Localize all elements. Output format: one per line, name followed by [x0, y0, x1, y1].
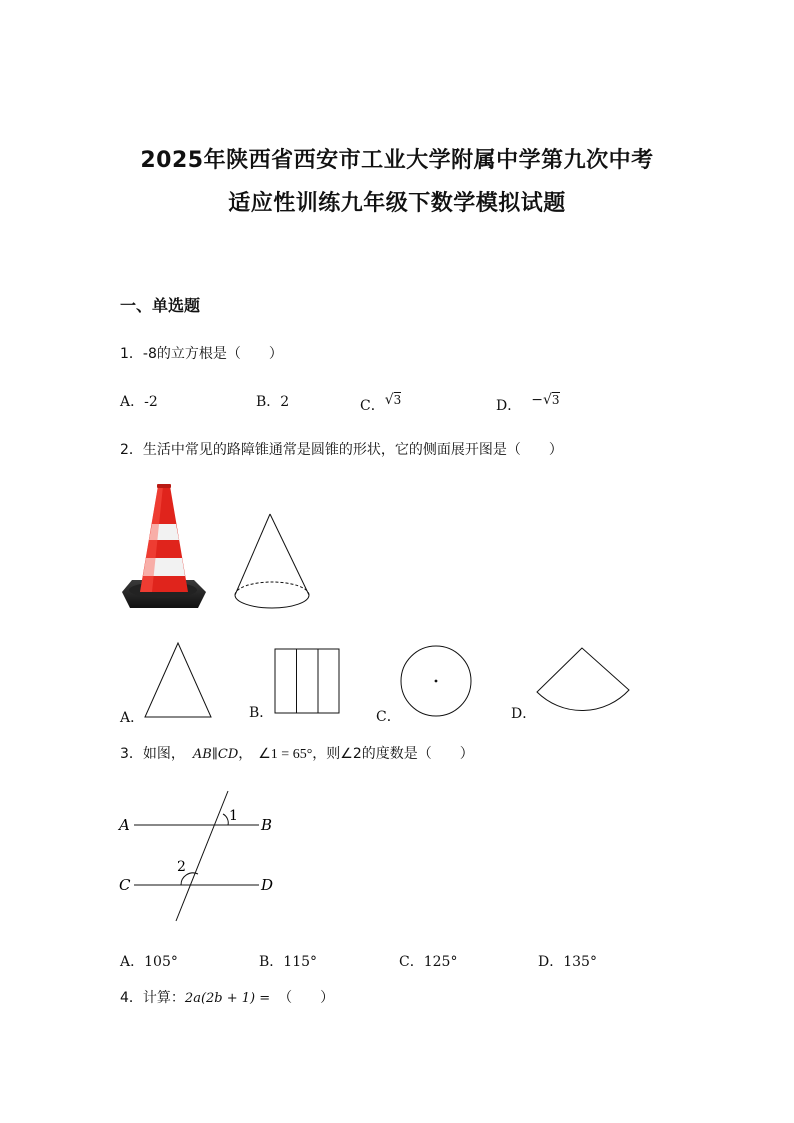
q3-option-b-label: B．: [259, 954, 284, 970]
q1-option-a[interactable]: [120, 391, 158, 411]
q4-expression: 2a(2b + 1) =: [184, 991, 271, 1006]
q3-option-d-label: D．: [538, 954, 564, 970]
title-line-1: 2025年陕西省西安市工业大学附属中学第九次中考: [140, 148, 654, 173]
title-line-2: 适应性训练九年级下数学模拟试题: [228, 191, 566, 216]
q3-stem-suffix: ，则∠2的度数是（ ）: [312, 746, 474, 762]
point-c-label: C: [119, 876, 131, 894]
q3-option-c[interactable]: [399, 951, 457, 971]
point-d-label: D: [261, 876, 274, 894]
q3-stem-prefix: 3．如图，: [120, 746, 185, 762]
q1-option-c[interactable]: [360, 392, 402, 415]
q3-option-a-label: A．: [120, 954, 145, 970]
q1-option-a-value: -2: [144, 394, 158, 410]
point-b-label: B: [261, 816, 273, 834]
q2-option-c-label[interactable]: C．: [376, 709, 401, 725]
q3-option-c-label: C．: [399, 954, 424, 970]
sector-option-d: [534, 646, 634, 716]
q1-option-a-label: A．: [120, 394, 145, 410]
q3-option-d-value: 135°: [563, 954, 597, 970]
q3-condition-angle: ∠1 = 65°: [258, 747, 313, 762]
q2-option-d-label[interactable]: D．: [511, 706, 537, 722]
rectangle-option-b: [274, 648, 342, 716]
q1-option-d-sign: −: [531, 392, 543, 408]
cone-diagram: [232, 512, 312, 612]
q3-option-b-value: 115°: [283, 954, 318, 970]
question-2-stem: 2．生活中常见的路障锥通常是圆锥的形状，它的侧面展开图是（ ）: [120, 442, 563, 458]
q4-stem-prefix: 4．计算：: [120, 990, 185, 1006]
q3-option-b[interactable]: [259, 951, 317, 971]
question-1-stem: 1．-8的立方根是（ ）: [120, 346, 283, 362]
q3-separator: ，: [238, 746, 253, 762]
sqrt-icon: √: [384, 392, 394, 408]
q1-option-d-label: D．: [496, 398, 522, 414]
q1-option-c-value: 3: [393, 393, 402, 407]
angle-2-label: 2: [177, 859, 186, 875]
section-header: 一、单选题: [120, 296, 201, 315]
q1-option-b[interactable]: [256, 391, 289, 411]
q3-option-a-value: 105°: [144, 954, 178, 970]
q2-option-b-label[interactable]: B．: [249, 705, 274, 721]
parallel-lines-figure: [115, 783, 285, 925]
q3-option-d[interactable]: [538, 951, 597, 971]
q3-option-a[interactable]: [120, 951, 178, 971]
q1-option-b-value: 2: [280, 394, 290, 410]
angle-1-label: 1: [229, 808, 238, 824]
circle-option-c: [400, 645, 474, 719]
triangle-option-a: [143, 641, 213, 719]
q1-option-c-label: C．: [360, 398, 385, 414]
sqrt-icon: √: [542, 392, 552, 408]
q3-condition-parallel: AB∥CD: [192, 747, 239, 762]
q3-option-c-value: 125°: [423, 954, 458, 970]
q1-option-d[interactable]: [496, 392, 560, 415]
q2-option-a-label[interactable]: A．: [120, 710, 145, 726]
traffic-cone-photo: [118, 484, 210, 614]
q1-option-b-label: B．: [256, 394, 281, 410]
point-a-label: A: [119, 816, 130, 834]
q4-stem-suffix: （ ）: [278, 990, 335, 1006]
question-3-stem: [120, 743, 474, 763]
q1-option-d-value: 3: [551, 393, 560, 407]
question-4-stem: [120, 987, 334, 1007]
